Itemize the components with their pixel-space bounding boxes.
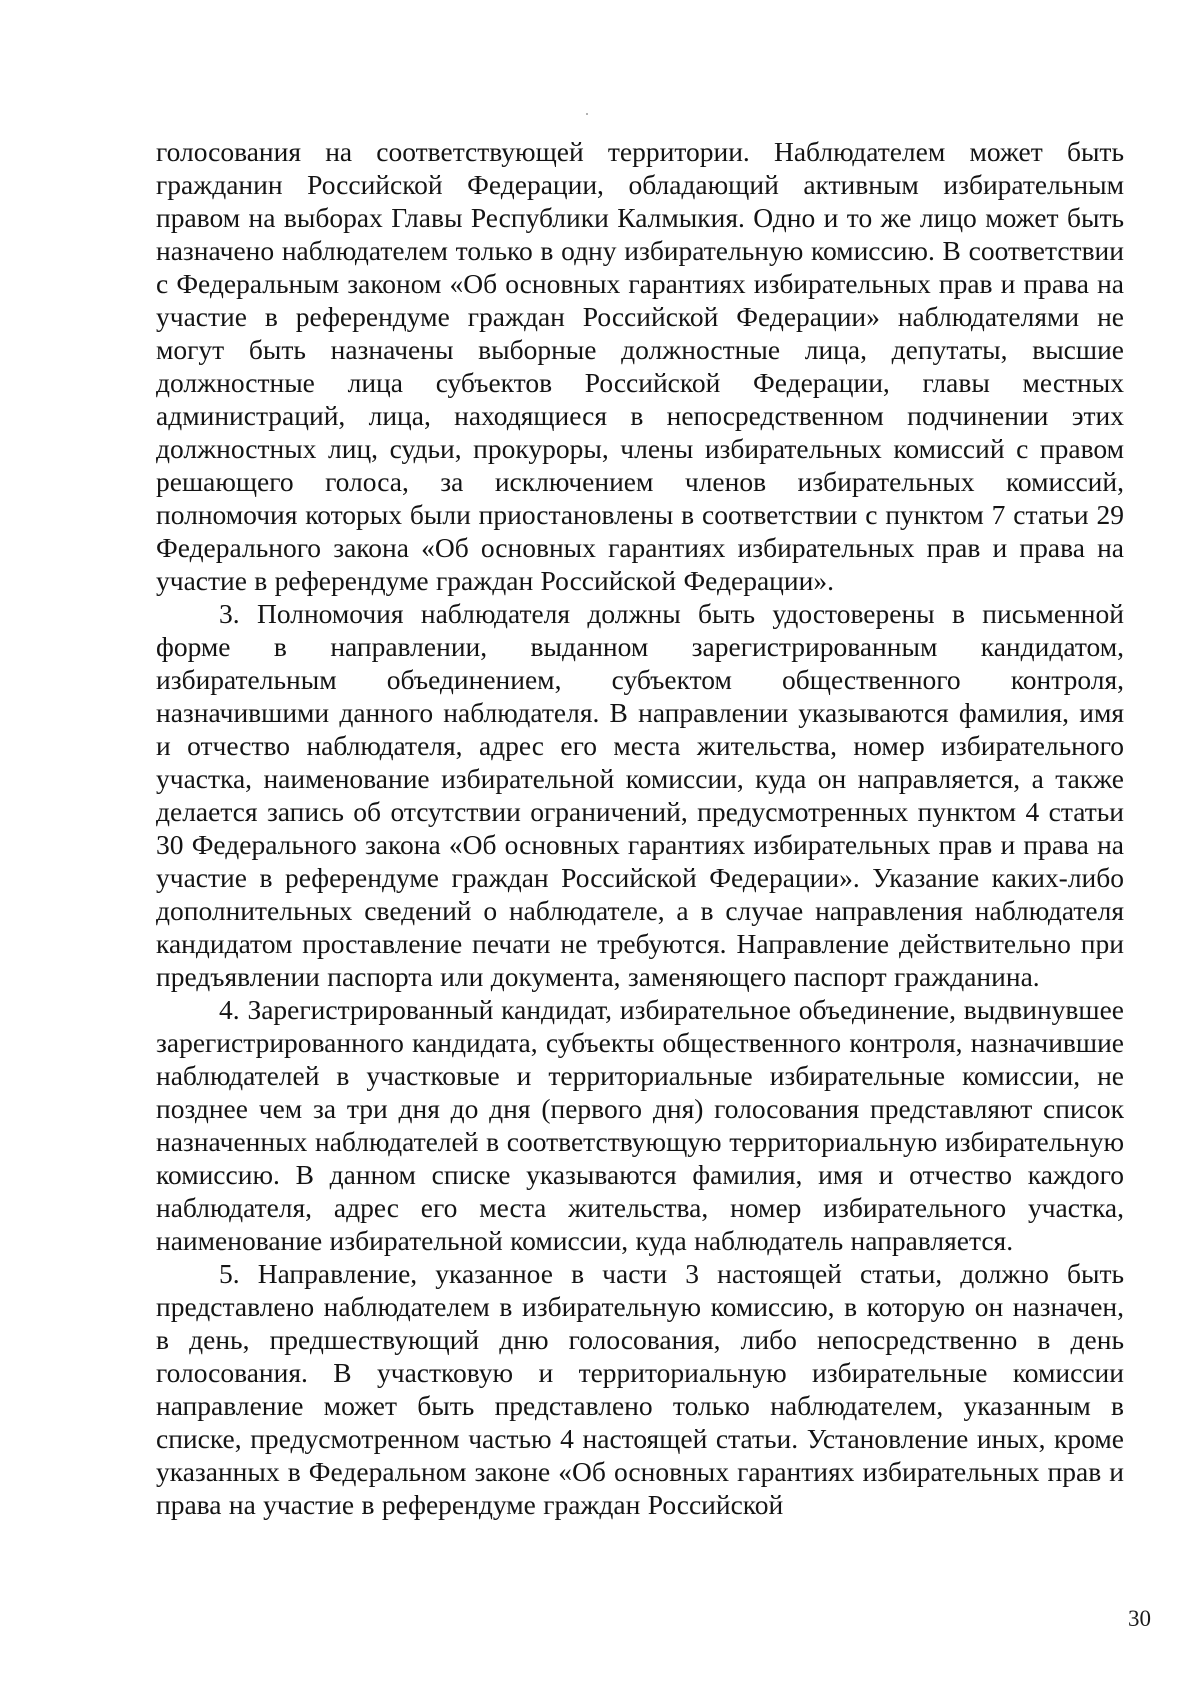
page-number: 30 [1128, 1606, 1151, 1631]
paragraph-item-5: 5. Направление, указанное в части 3 настоящей статьи, должно быть представлено наблюдателем в избирательную комиссию, в которую он назначен, в день, предшествующий дню голосования, либо непосредственно в день голосования. В участковую и территориальную избирательные комиссии направление может быть представлено только наблюдателем, указанным в списке, предусмотренном частью 4 настоящей статьи. Установление иных, кроме указанных в Федеральном законе «Об основных гарантиях избирательных прав и права на участие в референдуме граждан Российской [156, 1258, 1124, 1520]
paragraph-item-4: 4. Зарегистрированный кандидат, избирательное объединение, выдвинувшее зарегистрированного кандидата, субъекты общественного контроля, назначившие наблюдателей в участковые и территориальные избирательные комиссии, не позднее чем за три дня до дня (первого дня) голосования представляют список назначенных наблюдателей в соответствующую территориальную избирательную комиссию. В данном списке указываются фамилия, имя и отчество каждого наблюдателя, адрес его места жительства, номер избирательного участка, наименование избирательной комиссии, куда наблюдатель направляется. [156, 994, 1124, 1256]
document-body [156, 135, 1124, 1521]
scan-speck [586, 113, 588, 115]
paragraph-continuation: голосования на соответствующей территории. Наблюдателем может быть гражданин Российской Федерации, обладающий активным избирательным правом на выборах Главы Республики Калмыкия. Одно и то же лицо может быть назначено наблюдателем только в одну избирательную комиссию. В соответствии с Федеральным законом «Об основных гарантиях избирательных прав и права на участие в референдуме граждан Российской Федерации» наблюдателями не могут быть назначены выборные должностные лица, депутаты, высшие должностные лица субъектов Российской Федерации, главы местных администраций, лица, находящиеся в непосредственном подчинении этих должностных лиц, судьи, прокуроры, члены избирательных комиссий с правом решающего голоса, за исключением членов избирательных комиссий, полномочия которых были приостановлены в соответствии с пунктом 7 статьи 29 Федерального закона «Об основных гарантиях избирательных прав и права на участие в референдуме граждан Российской Федерации». [156, 136, 1124, 596]
paragraph-item-3: 3. Полномочия наблюдателя должны быть удостоверены в письменной форме в направлении, выданном зарегистрированным кандидатом, избирательным объединением, субъектом общественного контроля, назначившими данного наблюдателя. В направлении указываются фамилия, имя и отчество наблюдателя, адрес его места жительства, номер избирательного участка, наименование избирательной комиссии, куда он направляется, а также делается запись об отсутствии ограничений, предусмотренных пунктом 4 статьи 30 Федерального закона «Об основных гарантиях избирательных прав и права на участие в референдуме граждан Российской Федерации». Указание каких-либо дополнительных сведений о наблюдателе, а в случае направления наблюдателя кандидатом проставление печати не требуются. Направление действительно при предъявлении паспорта или документа, заменяющего паспорт гражданина. [156, 598, 1124, 992]
